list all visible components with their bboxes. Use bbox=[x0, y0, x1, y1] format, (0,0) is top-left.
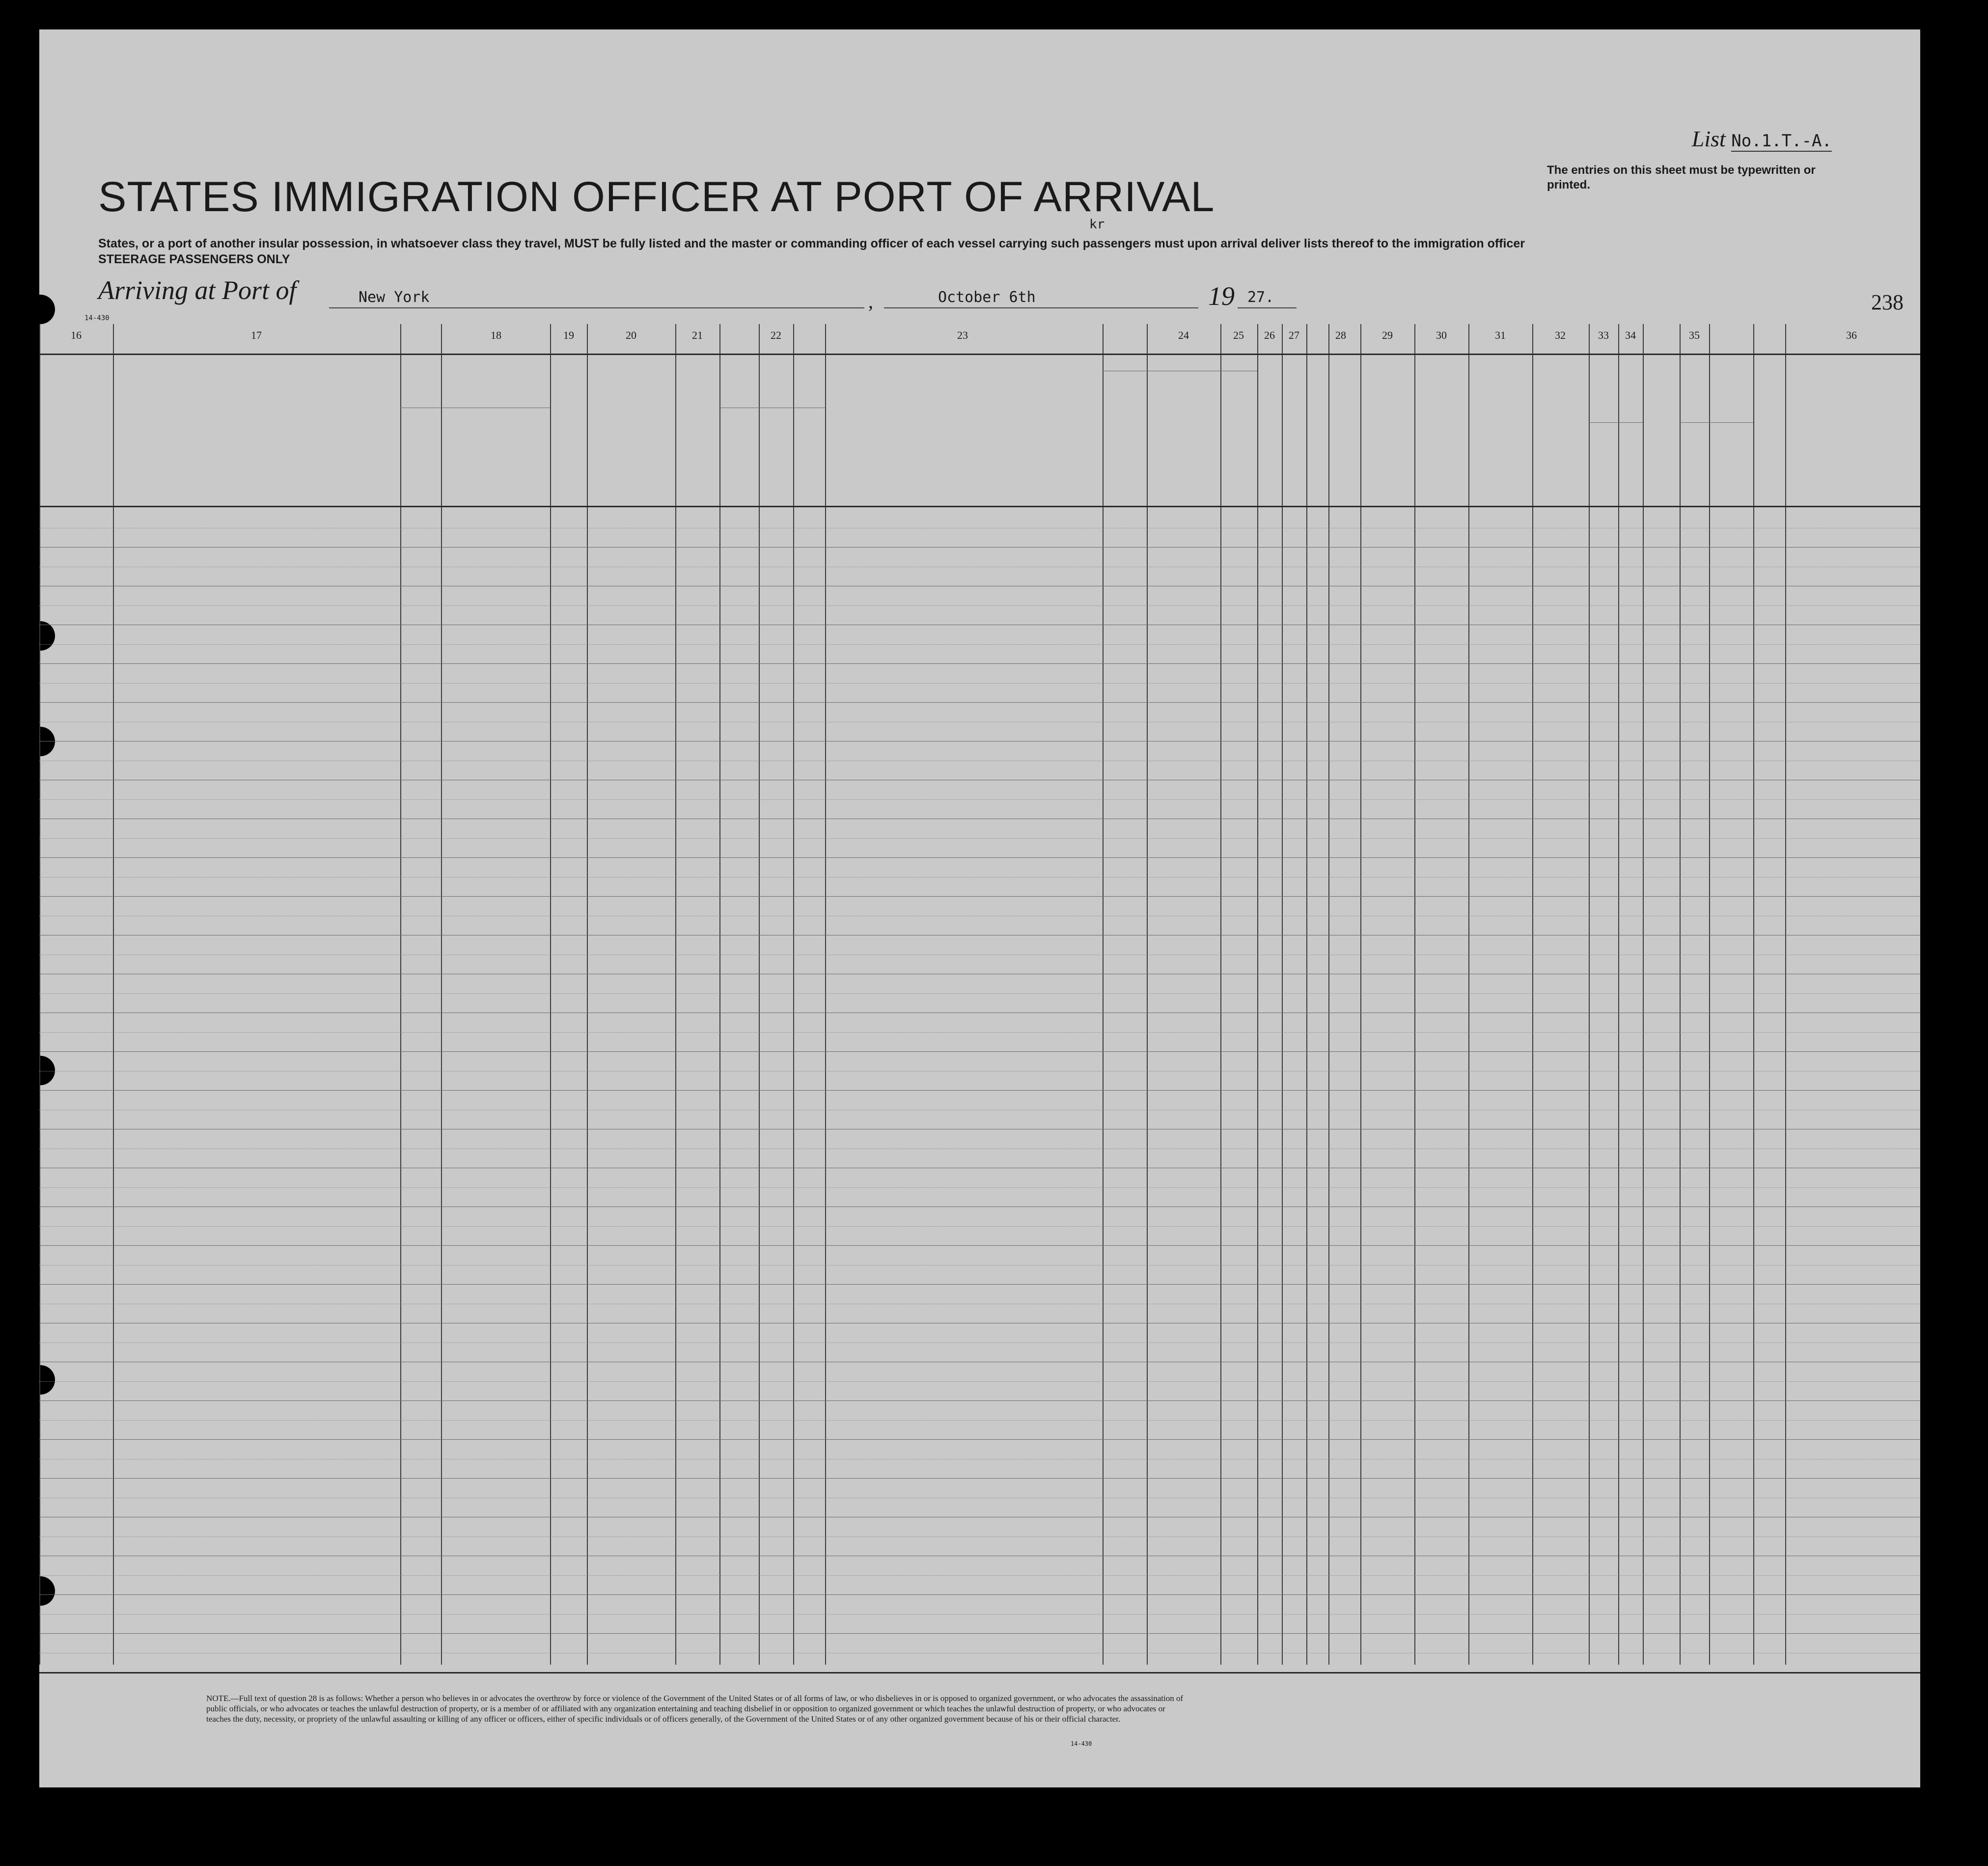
column-number: 26 bbox=[1264, 329, 1275, 341]
column-rule bbox=[719, 324, 720, 1665]
column-rule bbox=[39, 324, 40, 1665]
column-number: 21 bbox=[692, 329, 703, 341]
row-rule bbox=[39, 1478, 1920, 1479]
row-midrule bbox=[39, 1032, 1920, 1033]
column-number: 18 bbox=[491, 329, 501, 341]
column-number: 31 bbox=[1495, 329, 1506, 341]
column-rule bbox=[1532, 324, 1533, 1665]
header-rule bbox=[1680, 422, 1753, 423]
column-rule bbox=[587, 324, 588, 1665]
column-number: 35 bbox=[1689, 329, 1700, 341]
manifest-table bbox=[39, 324, 1920, 1665]
column-rule bbox=[400, 324, 401, 1665]
date-value: October 6th bbox=[938, 289, 1036, 306]
list-value: No.1.T.-A. bbox=[1731, 131, 1832, 151]
row-midrule bbox=[39, 1226, 1920, 1227]
row-rule bbox=[39, 1594, 1920, 1595]
header-rule bbox=[1589, 422, 1643, 423]
row-rule bbox=[39, 1284, 1920, 1285]
form-code: 14-430 bbox=[84, 314, 110, 322]
column-rule bbox=[793, 324, 794, 1665]
column-number: 28 bbox=[1335, 329, 1346, 341]
row-midrule bbox=[39, 1575, 1920, 1576]
row-rule bbox=[39, 1400, 1920, 1401]
column-number: 30 bbox=[1436, 329, 1447, 341]
row-rule bbox=[39, 663, 1920, 664]
row-midrule bbox=[39, 644, 1920, 645]
column-rule bbox=[550, 324, 551, 1665]
subtitle bbox=[98, 236, 1621, 267]
column-number: 36 bbox=[1846, 329, 1857, 341]
footnote: NOTE.—Full text of question 28 is as follows: Whether a person who believes in or advocates the overthrow by force or violence of the Government of the United States or of all forms of law, or who disbelieves in or is opposed to organized government, or who advocates the assassination of public officials, or who advocates or teaches the unlawful destruction of property, or is a member of or affiliated with any organization entertaining and teaching disbelief in or opposition to organized government or which teaches the unlawful destruction of property, or who advocates or teaches the duty, necessity, or propriety of the unlawful assaulting or killing of any officer or officers, either of specific individuals or of officers generally, of the Government of the United States or of any other organized government because of his or their official character. bbox=[206, 1694, 1184, 1724]
year-value: 27. bbox=[1247, 289, 1274, 306]
column-rule bbox=[113, 324, 114, 1665]
instructions: The entries on this sheet must be typewritten or printed. bbox=[1547, 164, 1816, 192]
column-rule bbox=[441, 324, 442, 1665]
column-number: 25 bbox=[1233, 329, 1244, 341]
column-number: 29 bbox=[1382, 329, 1393, 341]
row-rule bbox=[39, 1090, 1920, 1091]
column-rule bbox=[1618, 324, 1619, 1665]
steerage-label: STEERAGE PASSENGERS ONLY bbox=[98, 252, 290, 266]
footnote-code: 14-430 bbox=[1071, 1740, 1092, 1747]
header-bottom-rule bbox=[39, 506, 1920, 507]
list-label: List bbox=[1691, 126, 1726, 151]
row-midrule bbox=[39, 877, 1920, 878]
subtitle-text: States, or a port of another insular possession, in whatsoever class they travel, MUST be fully listed and the master or commanding officer of each vessel carrying such passengers must upon arrival deliver lists thereof to the immigration officer bbox=[98, 237, 1525, 250]
subtitle-insert: kr bbox=[1089, 217, 1105, 232]
column-rule bbox=[1257, 324, 1258, 1665]
column-rule bbox=[1103, 324, 1104, 1665]
row-midrule bbox=[39, 1614, 1920, 1615]
binder-hole bbox=[39, 295, 55, 324]
manifest-sheet bbox=[39, 29, 1920, 1787]
column-rule bbox=[1589, 324, 1590, 1665]
row-rule bbox=[39, 896, 1920, 897]
column-number: 19 bbox=[563, 329, 574, 341]
row-midrule bbox=[39, 838, 1920, 839]
row-rule bbox=[39, 857, 1920, 858]
row-midrule bbox=[39, 1420, 1920, 1421]
column-number: 20 bbox=[626, 329, 636, 341]
column-rule bbox=[1360, 324, 1361, 1665]
column-rule bbox=[759, 324, 760, 1665]
date-rule bbox=[884, 307, 1198, 308]
row-rule bbox=[39, 547, 1920, 548]
row-rule bbox=[39, 702, 1920, 703]
row-midrule bbox=[39, 683, 1920, 684]
page-number: 238 bbox=[1871, 290, 1904, 314]
column-rule bbox=[1328, 324, 1329, 1665]
column-rule bbox=[1414, 324, 1415, 1665]
column-number: 27 bbox=[1289, 329, 1299, 341]
arriving-label: Arriving at Port of bbox=[98, 275, 297, 305]
row-midrule bbox=[39, 799, 1920, 800]
column-number: 17 bbox=[251, 329, 262, 341]
column-rule bbox=[1680, 324, 1681, 1665]
column-rule bbox=[1147, 324, 1148, 1665]
page-title: STATES IMMIGRATION OFFICER AT PORT OF ARRIVAL bbox=[98, 173, 1215, 220]
list-number bbox=[1692, 126, 1832, 152]
column-rule bbox=[1306, 324, 1307, 1665]
row-rule bbox=[39, 1439, 1920, 1440]
column-number: 23 bbox=[957, 329, 968, 341]
column-rule bbox=[1468, 324, 1469, 1665]
port-rule bbox=[329, 307, 864, 308]
column-rule bbox=[1282, 324, 1283, 1665]
column-rule bbox=[1643, 324, 1644, 1665]
comma: , bbox=[868, 290, 873, 312]
header-rule bbox=[39, 354, 1920, 355]
row-midrule bbox=[39, 1381, 1920, 1382]
column-number: 33 bbox=[1598, 329, 1609, 341]
row-midrule bbox=[39, 993, 1920, 994]
column-rule bbox=[825, 324, 826, 1665]
column-number: 34 bbox=[1625, 329, 1636, 341]
column-rule bbox=[1220, 324, 1221, 1665]
column-rule bbox=[1785, 324, 1786, 1665]
column-number: 32 bbox=[1555, 329, 1566, 341]
column-rule bbox=[1709, 324, 1710, 1665]
year-rule bbox=[1238, 307, 1297, 308]
row-midrule bbox=[39, 1187, 1920, 1188]
table-bottom-rule bbox=[39, 1672, 1920, 1674]
column-rule bbox=[675, 324, 676, 1665]
column-rule bbox=[1753, 324, 1754, 1665]
row-rule bbox=[39, 1245, 1920, 1246]
row-rule bbox=[39, 1633, 1920, 1634]
year-prefix: 19 bbox=[1208, 281, 1235, 311]
row-midrule bbox=[39, 605, 1920, 606]
column-number: 22 bbox=[771, 329, 781, 341]
column-number: 24 bbox=[1178, 329, 1189, 341]
port-value: New York bbox=[359, 289, 430, 306]
row-rule bbox=[39, 1051, 1920, 1052]
column-number: 16 bbox=[71, 329, 82, 341]
